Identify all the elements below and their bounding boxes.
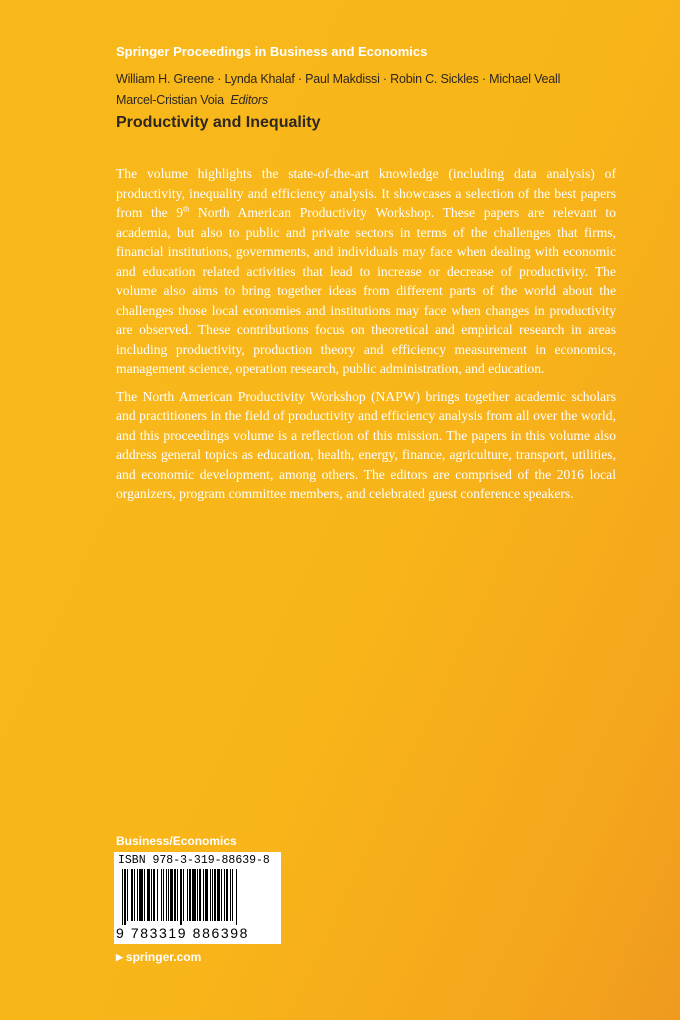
barcode-bar <box>122 869 123 925</box>
editors-line-1: William H. Greene · Lynda Khalaf · Paul Makdissi · Robin C. Sickles · Michael Veall <box>116 72 561 86</box>
barcode-bar <box>192 869 196 921</box>
barcode-bar <box>168 869 169 921</box>
barcode-bar <box>174 869 176 921</box>
barcode-bar <box>183 869 184 921</box>
barcode-bar <box>180 869 182 925</box>
barcode-bar <box>203 869 204 921</box>
blurb-paragraph-1 <box>116 164 616 379</box>
category-label: Business/Economics <box>116 834 237 848</box>
blurb-p1-start: The volume highlights the state-of-the-art knowledge (including data analysis) of productivity, inequality and efficiency analysis. It showcases a selection of the best papers from the 9 <box>116 166 616 220</box>
barcode-bar <box>166 869 167 921</box>
barcode-graphic <box>122 869 274 925</box>
barcode-bar <box>124 869 126 925</box>
barcode-bar <box>221 869 222 921</box>
blurb-p1-end: North American Productivity Workshop. These papers are relevant to academia, but also to public and private sectors in terms of the challenges that firms, financial institutions, governments, and individuals may face when dealing with economic and education related activities that lead to increase or decrease of productivity. The volume also aims to bring together ideas from different parts of the world about the challenges those local economies and institutions may face when changes in productivity are observed. These contributions focus on theoretical and empirical research in areas including productivity, production theory and efficiency measurement in economics, management science, operation research, public administration, and education. <box>116 205 616 376</box>
barcode-box <box>114 852 281 944</box>
book-title: Productivity and Inequality <box>116 114 321 131</box>
barcode-bar <box>137 869 138 921</box>
barcode-bar <box>187 869 188 921</box>
barcode-bar <box>226 869 228 921</box>
barcode-bar <box>131 869 133 921</box>
editors-role: Editors <box>230 93 268 107</box>
blurb <box>116 164 616 512</box>
barcode-bar <box>224 869 225 921</box>
barcode-bar <box>163 869 164 921</box>
barcode-bar <box>236 869 237 925</box>
barcode-bar <box>134 869 135 921</box>
barcode-bar <box>151 869 152 921</box>
barcode-bar <box>144 869 145 921</box>
editor-name: Marcel-Cristian Voia <box>116 93 224 107</box>
barcode-bar <box>210 869 211 921</box>
barcode-bar <box>147 869 150 921</box>
barcode-bar <box>217 869 220 921</box>
barcode-bar <box>127 869 128 921</box>
series-title: Springer Proceedings in Business and Economics <box>116 44 428 59</box>
barcode-bar <box>189 869 191 921</box>
isbn-label: ISBN 978-3-319-88639-8 <box>118 854 270 867</box>
barcode-bar <box>170 869 173 921</box>
triangle-right-icon: ▶ <box>116 952 123 962</box>
editors-line-2 <box>116 93 268 107</box>
barcode-bar <box>199 869 201 921</box>
barcode-bar <box>205 869 208 921</box>
barcode-digits: 9 783319 886398 <box>116 925 249 941</box>
barcode-bar <box>157 869 158 921</box>
barcode-bar <box>177 869 178 921</box>
website-link[interactable] <box>116 950 201 964</box>
barcode-bar <box>153 869 155 921</box>
barcode-bar <box>230 869 231 921</box>
barcode-bar <box>197 869 198 921</box>
website-url: springer.com <box>125 950 202 964</box>
blurb-paragraph-2: The North American Productivity Workshop (NAPW) brings together academic scholars and practitioners in the field of productivity and efficiency analysis from all over the world, and this proceedings volume is a reflection of this mission. The papers in this volume also address general topics as education, health, energy, finance, agriculture, transport, utilities, and economic development, among others. The editors are comprised of the 2016 local organizers, program committee members, and celebrated guest conference speakers. <box>116 388 616 501</box>
barcode-bar <box>139 869 143 921</box>
barcode-bar <box>161 869 162 921</box>
barcode-bar <box>212 869 213 921</box>
barcode-bar <box>232 869 233 921</box>
ordinal-superscript: th <box>183 204 190 214</box>
barcode-bar <box>214 869 216 921</box>
